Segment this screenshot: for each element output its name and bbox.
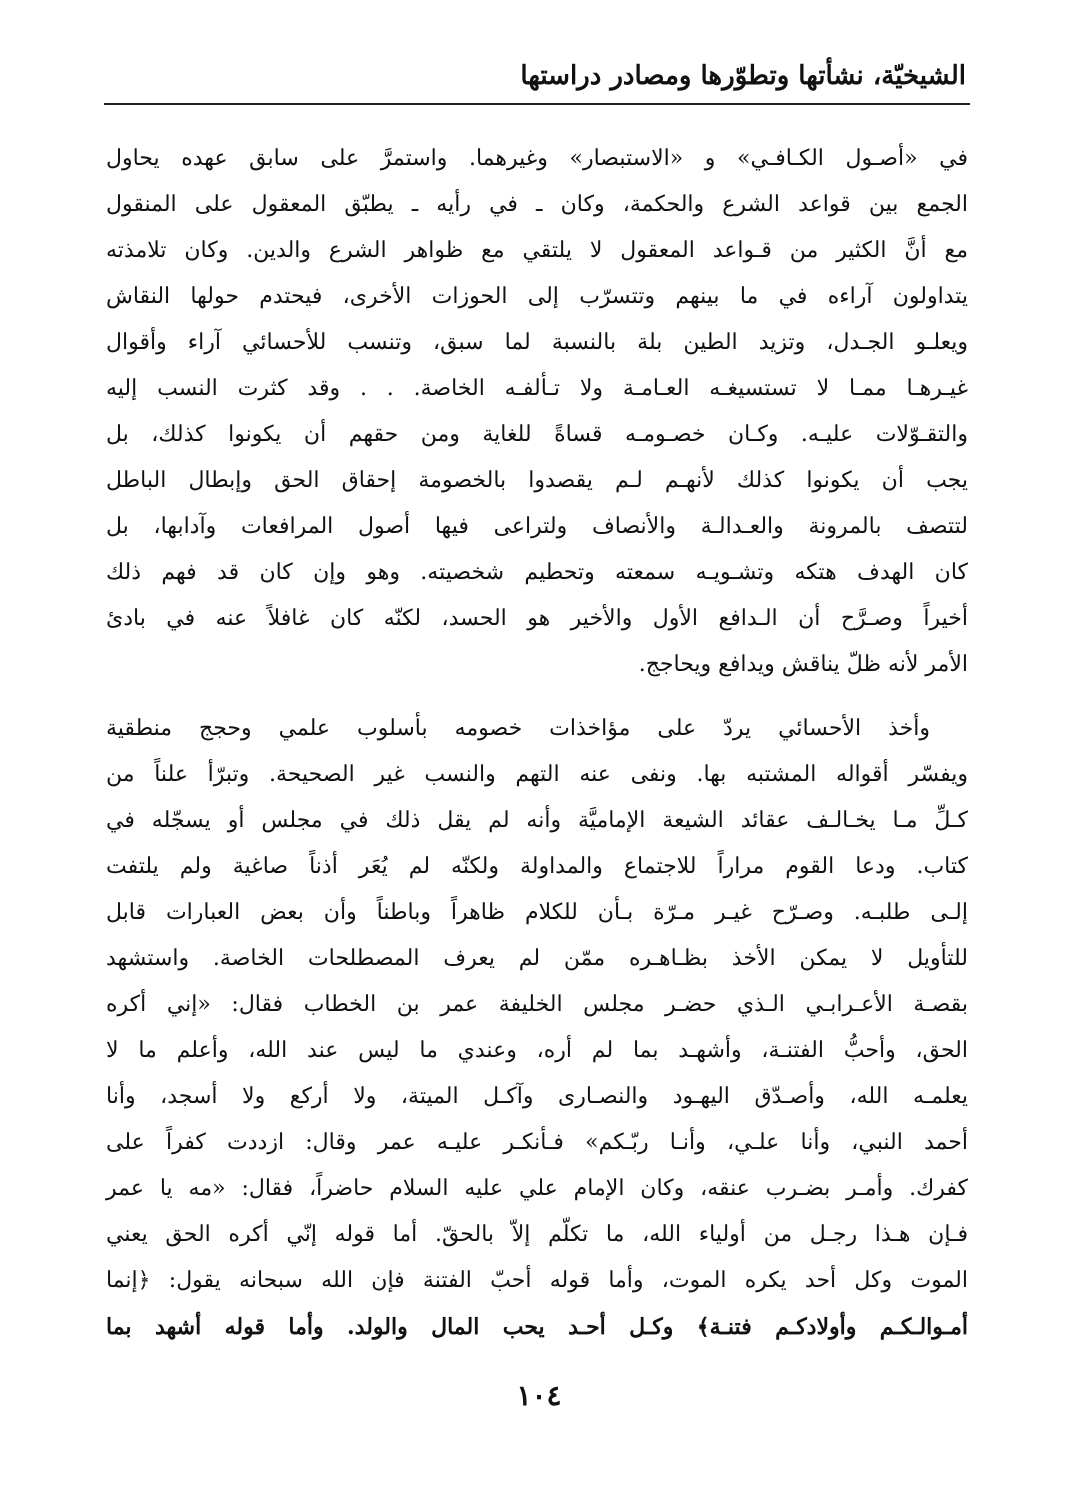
text-line: الحق، وأحبُّ الفتنـة، وأشهـد بما لم أره، وعندي ما ليس عند الله، وأعلم ما لا: [106, 1038, 968, 1063]
text-line: يجب أن يكونوا كذلك لأنهـم لـم يقصدوا بالخصومة إحقاق الحق وإبطال الباطل: [106, 468, 969, 493]
body-text: [106, 136, 968, 1350]
text-line: إلـى طلبـه. وصـرّح غيـر مـرّة بـأن للكلام ظاهراً وباطناً وأن بعض العبارات قابل: [106, 900, 968, 925]
text-line: يعلمـه الله، وأصـدّق اليهـود والنصـارى وآكـل الميتة، ولا أركع ولا أسجد، وأنا: [106, 1084, 968, 1109]
page-number: ١٠٤: [516, 1379, 562, 1412]
text-line: أخيراً وصـرَّح أن الـدافع الأول والأخير هو الحسد، لكنّه كان غافلاً عنه في بادئ: [106, 606, 968, 631]
text-line: أحمد النبي، وأنا علـي، وأنـا ربّـكم» فـأنكـر عليـه عمر وقال: ازددت كفراً على: [106, 1130, 968, 1155]
text-line: كتاب. ودعا القوم مراراً للاجتماع والمداولة ولكنّه لم يُعَر أذناً صاغية ولم يلتفت: [106, 854, 968, 879]
paragraph-2: [106, 706, 968, 1350]
text-line: ويعلـو الجـدل، وتزيد الطين بلة بالنسبة لما سبق، وتنسب للأحسائي آراء وأقوال: [106, 330, 969, 355]
text-line: يتداولون آراءه في ما بينهم وتتسرّب إلى الحوزات الأخرى، فيحتدم حولها النقاش: [106, 284, 968, 309]
text-line: فـإن هـذا رجـل من أولياء الله، ما تكلّم إلاّ بالحقّ. أما قوله إنّي أكره الحق يعني: [106, 1222, 968, 1247]
text-line: مع أنَّ الكثير من قـواعد المعقول لا يلتقي مع ظواهر الشرع والدين. وكان تلامذته: [106, 238, 968, 263]
text-line: والتقـوّلات عليـه. وكـان خصـومـه قساةً للغاية ومن حقهم أن يكونوا كذلك، بل: [106, 422, 968, 447]
text-line: الجمع بين قواعد الشرع والحكمة، وكان ـ في رأيه ـ يطبّق المعقول على المنقول: [106, 192, 968, 217]
paragraph-spacer: [106, 688, 968, 706]
text-line: للتأويل لا يمكن الأخذ بظـاهـره ممّن لم يعرف المصطلحات الخاصة. واستشهد: [106, 946, 968, 971]
text-line: غيـرهـا ممـا لا تستسيغـه العـامـة ولا تـألفـه الخاصة. . . وقد كثرت النسب إليه: [106, 376, 968, 401]
text-line: الأمر لأنه ظلّ يناقش ويدافع ويحاجج.: [638, 652, 968, 677]
header-divider: [104, 103, 970, 105]
text-line: بقصـة الأعـرابـي الـذي حضـر مجلس الخليفة عمر بن الخطاب فقال: «إني أكره: [106, 992, 968, 1017]
paragraph-1: [106, 136, 968, 688]
text-line: في «أصـول الكـافـي» و «الاستبصار» وغيرهما. واستمرَّ على سابق عهده يحاول: [106, 146, 968, 171]
text-line: كفرك. وأمـر بضـرب عنقه، وكان الإمام علي عليه السلام حاضراً، فقال: «مه يا عمر: [106, 1176, 968, 1201]
text-line: وأخذ الأحسائي يردّ على مؤاخذات خصومه بأسلوب علمي وحجج منطقية: [106, 716, 930, 741]
text-line: الموت وكل أحد يكره الموت، وأما قوله أحبّ الفتنة فإن الله سبحانه يقول: ﴿إنما: [106, 1268, 968, 1293]
text-line: أمـوالـكـم وأولادكـم فتنـة﴾ وكـل أحـد يحب المال والولد. وأما قوله أشهد بما: [106, 1314, 968, 1340]
text-line: كـلِّ مـا يخـالـف عقائد الشيعة الإماميَّة وأنه لم يقل ذلك في مجلس أو يسجّله في: [106, 808, 968, 833]
running-header-title: الشيخيّة، نشأتها وتطوّرها ومصادر دراستها: [520, 61, 966, 91]
text-line: كان الهدف هتكه وتشـويـه سمعته وتحطيم شخصيته. وهو وإن كان قد فهم ذلك: [106, 560, 968, 585]
text-line: ويفسّر أقواله المشتبه بها. ونفى عنه التهم والنسب غير الصحيحة. وتبرّأ علناً من: [106, 762, 968, 787]
text-line: لتتصف بالمرونة والعـدالـة والأنصاف ولتراعى فيها أصول المرافعات وآدابها، بل: [106, 514, 968, 539]
